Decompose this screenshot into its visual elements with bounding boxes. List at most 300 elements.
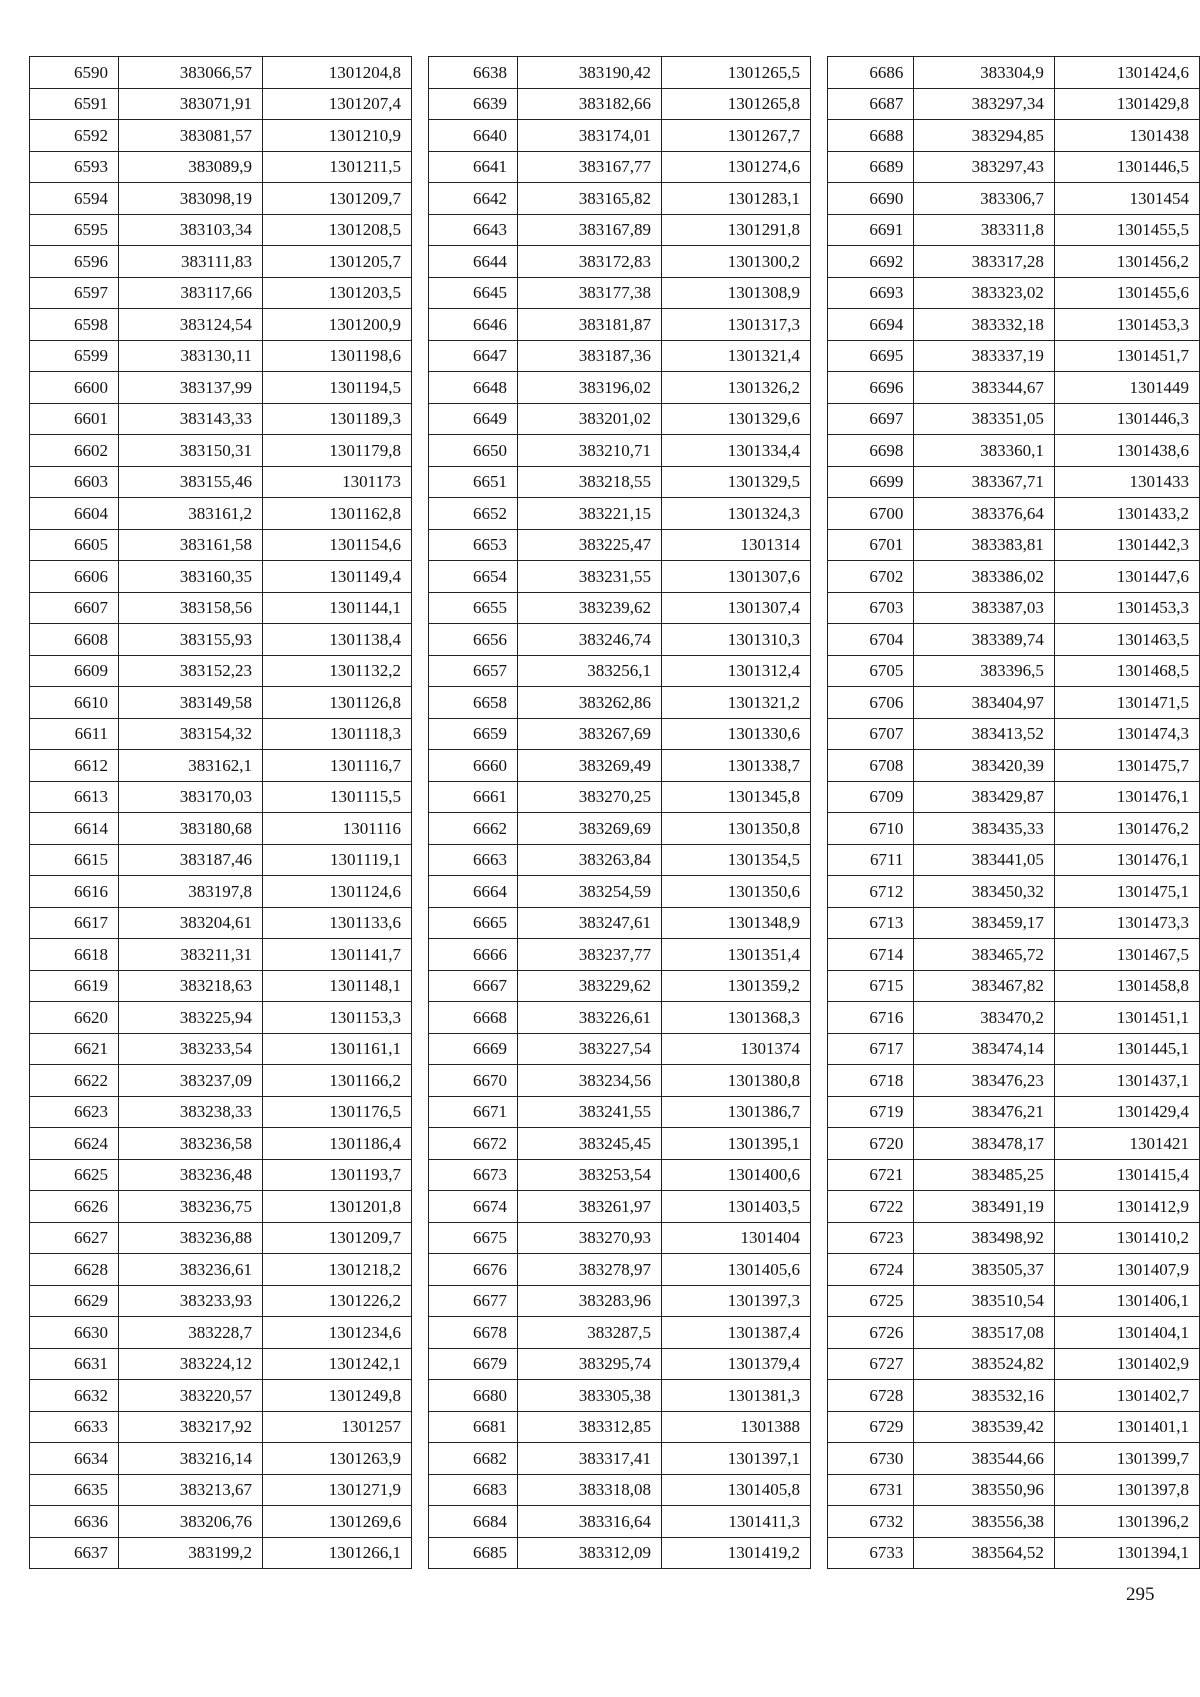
table-row (30, 939, 412, 971)
point-number-cell: 6590 (30, 57, 119, 89)
y-coordinate-cell: 1301194,5 (263, 372, 412, 404)
x-coordinate-cell: 383256,1 (518, 655, 662, 687)
x-coordinate-cell: 383180,68 (119, 813, 263, 845)
table-row (828, 1537, 1200, 1569)
table-row (30, 1411, 412, 1443)
y-coordinate-cell: 1301421 (1054, 1128, 1199, 1160)
point-number-cell: 6688 (828, 120, 914, 152)
x-coordinate-cell: 383225,47 (518, 529, 662, 561)
y-coordinate-cell: 1301257 (263, 1411, 412, 1443)
y-coordinate-cell: 1301148,1 (263, 970, 412, 1002)
x-coordinate-cell: 383376,64 (914, 498, 1054, 530)
point-number-cell: 6597 (30, 277, 119, 309)
y-coordinate-cell: 1301396,2 (1054, 1506, 1199, 1538)
y-coordinate-cell: 1301386,7 (662, 1096, 811, 1128)
y-coordinate-cell: 1301208,5 (263, 214, 412, 246)
table-row (30, 813, 412, 845)
y-coordinate-cell: 1301405,6 (662, 1254, 811, 1286)
x-coordinate-cell: 383295,74 (518, 1348, 662, 1380)
point-number-cell: 6726 (828, 1317, 914, 1349)
table-row (30, 1002, 412, 1034)
page-number: 295 (1126, 1584, 1155, 1605)
y-coordinate-cell: 1301415,4 (1054, 1159, 1199, 1191)
table-row (30, 1380, 412, 1412)
y-coordinate-cell: 1301424,6 (1054, 57, 1199, 89)
table-row (30, 1065, 412, 1097)
y-coordinate-cell: 1301476,1 (1054, 781, 1199, 813)
y-coordinate-cell: 1301446,3 (1054, 403, 1199, 435)
table-row (429, 1222, 811, 1254)
table-row (429, 403, 811, 435)
table-row (30, 1537, 412, 1569)
point-number-cell: 6646 (429, 309, 518, 341)
x-coordinate-cell: 383491,19 (914, 1191, 1054, 1223)
table-row (429, 813, 811, 845)
table-row (429, 529, 811, 561)
y-coordinate-cell: 1301394,1 (1054, 1537, 1199, 1569)
table-row (828, 939, 1200, 971)
x-coordinate-cell: 383270,25 (518, 781, 662, 813)
point-number-cell: 6651 (429, 466, 518, 498)
table-row (429, 1411, 811, 1443)
point-number-cell: 6666 (429, 939, 518, 971)
y-coordinate-cell: 1301348,9 (662, 907, 811, 939)
point-number-cell: 6659 (429, 718, 518, 750)
table-row (828, 1096, 1200, 1128)
x-coordinate-cell: 383253,54 (518, 1159, 662, 1191)
x-coordinate-cell: 383470,2 (914, 1002, 1054, 1034)
x-coordinate-cell: 383236,61 (119, 1254, 263, 1286)
y-coordinate-cell: 1301402,9 (1054, 1348, 1199, 1380)
y-coordinate-cell: 1301300,2 (662, 246, 811, 278)
point-number-cell: 6609 (30, 655, 119, 687)
table-row (30, 466, 412, 498)
point-number-cell: 6698 (828, 435, 914, 467)
y-coordinate-cell: 1301453,3 (1054, 309, 1199, 341)
table-row (828, 340, 1200, 372)
table-row (30, 1096, 412, 1128)
x-coordinate-cell: 383161,2 (119, 498, 263, 530)
table-row (429, 1380, 811, 1412)
y-coordinate-cell: 1301312,4 (662, 655, 811, 687)
y-coordinate-cell: 1301476,2 (1054, 813, 1199, 845)
x-coordinate-cell: 383218,55 (518, 466, 662, 498)
x-coordinate-cell: 383216,14 (119, 1443, 263, 1475)
y-coordinate-cell: 1301468,5 (1054, 655, 1199, 687)
x-coordinate-cell: 383312,85 (518, 1411, 662, 1443)
y-coordinate-cell: 1301350,6 (662, 876, 811, 908)
y-coordinate-cell: 1301456,2 (1054, 246, 1199, 278)
table-row (828, 1033, 1200, 1065)
x-coordinate-cell: 383181,87 (518, 309, 662, 341)
x-coordinate-cell: 383564,52 (914, 1537, 1054, 1569)
point-number-cell: 6621 (30, 1033, 119, 1065)
y-coordinate-cell: 1301338,7 (662, 750, 811, 782)
point-number-cell: 6627 (30, 1222, 119, 1254)
table-row (429, 1065, 811, 1097)
table-row (30, 88, 412, 120)
point-number-cell: 6620 (30, 1002, 119, 1034)
x-coordinate-cell: 383297,43 (914, 151, 1054, 183)
point-number-cell: 6605 (30, 529, 119, 561)
y-coordinate-cell: 1301126,8 (263, 687, 412, 719)
point-number-cell: 6690 (828, 183, 914, 215)
point-number-cell: 6616 (30, 876, 119, 908)
point-number-cell: 6655 (429, 592, 518, 624)
y-coordinate-cell: 1301402,7 (1054, 1380, 1199, 1412)
y-coordinate-cell: 1301274,6 (662, 151, 811, 183)
y-coordinate-cell: 1301453,3 (1054, 592, 1199, 624)
y-coordinate-cell: 1301269,6 (263, 1506, 412, 1538)
y-coordinate-cell: 1301388 (662, 1411, 811, 1443)
point-number-cell: 6695 (828, 340, 914, 372)
x-coordinate-cell: 383154,32 (119, 718, 263, 750)
x-coordinate-cell: 383304,9 (914, 57, 1054, 89)
y-coordinate-cell: 1301307,6 (662, 561, 811, 593)
table-row (30, 907, 412, 939)
table-row (828, 907, 1200, 939)
table-row (429, 1159, 811, 1191)
table-row (429, 1191, 811, 1223)
table-row (30, 876, 412, 908)
table-row (429, 88, 811, 120)
point-number-cell: 6656 (429, 624, 518, 656)
x-coordinate-cell: 383213,67 (119, 1474, 263, 1506)
y-coordinate-cell: 1301467,5 (1054, 939, 1199, 971)
x-coordinate-cell: 383196,02 (518, 372, 662, 404)
table-row (30, 214, 412, 246)
point-number-cell: 6674 (429, 1191, 518, 1223)
coordinate-table-1 (29, 56, 412, 1569)
x-coordinate-cell: 383161,58 (119, 529, 263, 561)
point-number-cell: 6595 (30, 214, 119, 246)
x-coordinate-cell: 383245,45 (518, 1128, 662, 1160)
y-coordinate-cell: 1301458,8 (1054, 970, 1199, 1002)
y-coordinate-cell: 1301403,5 (662, 1191, 811, 1223)
point-number-cell: 6613 (30, 781, 119, 813)
point-number-cell: 6665 (429, 907, 518, 939)
y-coordinate-cell: 1301419,2 (662, 1537, 811, 1569)
x-coordinate-cell: 383143,33 (119, 403, 263, 435)
y-coordinate-cell: 1301334,4 (662, 435, 811, 467)
table-row (429, 781, 811, 813)
y-coordinate-cell: 1301186,4 (263, 1128, 412, 1160)
table-row (429, 970, 811, 1002)
table-row (828, 1317, 1200, 1349)
y-coordinate-cell: 1301263,9 (263, 1443, 412, 1475)
y-coordinate-cell: 1301265,5 (662, 57, 811, 89)
x-coordinate-cell: 383332,18 (914, 309, 1054, 341)
table-row (429, 151, 811, 183)
y-coordinate-cell: 1301445,1 (1054, 1033, 1199, 1065)
x-coordinate-cell: 383270,93 (518, 1222, 662, 1254)
table-row (30, 277, 412, 309)
y-coordinate-cell: 1301359,2 (662, 970, 811, 1002)
y-coordinate-cell: 1301234,6 (263, 1317, 412, 1349)
x-coordinate-cell: 383238,33 (119, 1096, 263, 1128)
y-coordinate-cell: 1301162,8 (263, 498, 412, 530)
point-number-cell: 6614 (30, 813, 119, 845)
table-row (30, 1159, 412, 1191)
y-coordinate-cell: 1301451,1 (1054, 1002, 1199, 1034)
y-coordinate-cell: 1301412,9 (1054, 1191, 1199, 1223)
y-coordinate-cell: 1301115,5 (263, 781, 412, 813)
y-coordinate-cell: 1301374 (662, 1033, 811, 1065)
table-row (828, 151, 1200, 183)
table-row (828, 718, 1200, 750)
table-row (828, 403, 1200, 435)
x-coordinate-cell: 383172,83 (518, 246, 662, 278)
table-row (828, 498, 1200, 530)
y-coordinate-cell: 1301204,8 (263, 57, 412, 89)
y-coordinate-cell: 1301407,9 (1054, 1254, 1199, 1286)
x-coordinate-cell: 383187,46 (119, 844, 263, 876)
y-coordinate-cell: 1301474,3 (1054, 718, 1199, 750)
x-coordinate-cell: 383103,34 (119, 214, 263, 246)
point-number-cell: 6697 (828, 403, 914, 435)
y-coordinate-cell: 1301205,7 (263, 246, 412, 278)
point-number-cell: 6721 (828, 1159, 914, 1191)
x-coordinate-cell: 383210,71 (518, 435, 662, 467)
point-number-cell: 6610 (30, 687, 119, 719)
y-coordinate-cell: 1301249,8 (263, 1380, 412, 1412)
y-coordinate-cell: 1301350,8 (662, 813, 811, 845)
y-coordinate-cell: 1301433 (1054, 466, 1199, 498)
x-coordinate-cell: 383485,25 (914, 1159, 1054, 1191)
table-row (429, 592, 811, 624)
x-coordinate-cell: 383197,8 (119, 876, 263, 908)
y-coordinate-cell: 1301438,6 (1054, 435, 1199, 467)
point-number-cell: 6629 (30, 1285, 119, 1317)
x-coordinate-cell: 383174,01 (518, 120, 662, 152)
x-coordinate-cell: 383221,15 (518, 498, 662, 530)
x-coordinate-cell: 383386,02 (914, 561, 1054, 593)
x-coordinate-cell: 383177,38 (518, 277, 662, 309)
table-row (30, 372, 412, 404)
y-coordinate-cell: 1301395,1 (662, 1128, 811, 1160)
y-coordinate-cell: 1301201,8 (263, 1191, 412, 1223)
point-number-cell: 6598 (30, 309, 119, 341)
point-number-cell: 6594 (30, 183, 119, 215)
point-number-cell: 6707 (828, 718, 914, 750)
x-coordinate-cell: 383311,8 (914, 214, 1054, 246)
x-coordinate-cell: 383111,83 (119, 246, 263, 278)
y-coordinate-cell: 1301149,4 (263, 561, 412, 593)
x-coordinate-cell: 383237,09 (119, 1065, 263, 1097)
x-coordinate-cell: 383387,03 (914, 592, 1054, 624)
x-coordinate-cell: 383465,72 (914, 939, 1054, 971)
table-row (30, 687, 412, 719)
table-row (429, 1537, 811, 1569)
table-row (30, 403, 412, 435)
y-coordinate-cell: 1301265,8 (662, 88, 811, 120)
point-number-cell: 6682 (429, 1443, 518, 1475)
y-coordinate-cell: 1301317,3 (662, 309, 811, 341)
table-row (828, 750, 1200, 782)
point-number-cell: 6628 (30, 1254, 119, 1286)
x-coordinate-cell: 383227,54 (518, 1033, 662, 1065)
table-row (828, 120, 1200, 152)
y-coordinate-cell: 1301179,8 (263, 435, 412, 467)
x-coordinate-cell: 383351,05 (914, 403, 1054, 435)
x-coordinate-cell: 383435,33 (914, 813, 1054, 845)
table-row (30, 529, 412, 561)
x-coordinate-cell: 383318,08 (518, 1474, 662, 1506)
point-number-cell: 6642 (429, 183, 518, 215)
y-coordinate-cell: 1301429,8 (1054, 88, 1199, 120)
y-coordinate-cell: 1301218,2 (263, 1254, 412, 1286)
point-number-cell: 6673 (429, 1159, 518, 1191)
point-number-cell: 6661 (429, 781, 518, 813)
point-number-cell: 6630 (30, 1317, 119, 1349)
point-number-cell: 6678 (429, 1317, 518, 1349)
y-coordinate-cell: 1301200,9 (263, 309, 412, 341)
table-row (429, 498, 811, 530)
y-coordinate-cell: 1301351,4 (662, 939, 811, 971)
y-coordinate-cell: 1301475,1 (1054, 876, 1199, 908)
point-number-cell: 6667 (429, 970, 518, 1002)
y-coordinate-cell: 1301118,3 (263, 718, 412, 750)
y-coordinate-cell: 1301404 (662, 1222, 811, 1254)
y-coordinate-cell: 1301321,2 (662, 687, 811, 719)
table-row (30, 309, 412, 341)
y-coordinate-cell: 1301438 (1054, 120, 1199, 152)
table-row (429, 561, 811, 593)
y-coordinate-cell: 1301455,6 (1054, 277, 1199, 309)
x-coordinate-cell: 383233,54 (119, 1033, 263, 1065)
table-row (828, 1191, 1200, 1223)
point-number-cell: 6657 (429, 655, 518, 687)
table-row (828, 1065, 1200, 1097)
x-coordinate-cell: 383467,82 (914, 970, 1054, 1002)
table-row (828, 561, 1200, 593)
x-coordinate-cell: 383317,41 (518, 1443, 662, 1475)
point-number-cell: 6647 (429, 340, 518, 372)
point-number-cell: 6652 (429, 498, 518, 530)
table-row (828, 1474, 1200, 1506)
point-number-cell: 6663 (429, 844, 518, 876)
table-row (429, 435, 811, 467)
table-row (30, 57, 412, 89)
table-row (828, 435, 1200, 467)
point-number-cell: 6650 (429, 435, 518, 467)
x-coordinate-cell: 383158,56 (119, 592, 263, 624)
point-number-cell: 6683 (429, 1474, 518, 1506)
x-coordinate-cell: 383556,38 (914, 1506, 1054, 1538)
y-coordinate-cell: 1301119,1 (263, 844, 412, 876)
x-coordinate-cell: 383517,08 (914, 1317, 1054, 1349)
point-number-cell: 6701 (828, 529, 914, 561)
point-number-cell: 6638 (429, 57, 518, 89)
table-row (828, 246, 1200, 278)
point-number-cell: 6711 (828, 844, 914, 876)
table-row (429, 309, 811, 341)
x-coordinate-cell: 383199,2 (119, 1537, 263, 1569)
coordinate-table-2 (428, 56, 811, 1569)
x-coordinate-cell: 383306,7 (914, 183, 1054, 215)
x-coordinate-cell: 383459,17 (914, 907, 1054, 939)
x-coordinate-cell: 383396,5 (914, 655, 1054, 687)
table-row (30, 624, 412, 656)
point-number-cell: 6600 (30, 372, 119, 404)
point-number-cell: 6699 (828, 466, 914, 498)
y-coordinate-cell: 1301308,9 (662, 277, 811, 309)
y-coordinate-cell: 1301141,7 (263, 939, 412, 971)
point-number-cell: 6601 (30, 403, 119, 435)
table-row (828, 1348, 1200, 1380)
table-row (429, 750, 811, 782)
table-row (429, 1506, 811, 1538)
x-coordinate-cell: 383182,66 (518, 88, 662, 120)
x-coordinate-cell: 383155,93 (119, 624, 263, 656)
x-coordinate-cell: 383228,7 (119, 1317, 263, 1349)
point-number-cell: 6706 (828, 687, 914, 719)
table-row (828, 1443, 1200, 1475)
point-number-cell: 6648 (429, 372, 518, 404)
y-coordinate-cell: 1301437,1 (1054, 1065, 1199, 1097)
y-coordinate-cell: 1301380,8 (662, 1065, 811, 1097)
y-coordinate-cell: 1301209,7 (263, 1222, 412, 1254)
point-number-cell: 6709 (828, 781, 914, 813)
point-number-cell: 6694 (828, 309, 914, 341)
y-coordinate-cell: 1301176,5 (263, 1096, 412, 1128)
table-row (30, 781, 412, 813)
table-row (429, 1128, 811, 1160)
table-row (429, 876, 811, 908)
table-row (30, 340, 412, 372)
y-coordinate-cell: 1301124,6 (263, 876, 412, 908)
table-row (30, 1443, 412, 1475)
y-coordinate-cell: 1301310,3 (662, 624, 811, 656)
x-coordinate-cell: 383267,69 (518, 718, 662, 750)
point-number-cell: 6731 (828, 1474, 914, 1506)
y-coordinate-cell: 1301463,5 (1054, 624, 1199, 656)
point-number-cell: 6710 (828, 813, 914, 845)
point-number-cell: 6662 (429, 813, 518, 845)
point-number-cell: 6714 (828, 939, 914, 971)
table-row (30, 718, 412, 750)
x-coordinate-cell: 383429,87 (914, 781, 1054, 813)
point-number-cell: 6635 (30, 1474, 119, 1506)
x-coordinate-cell: 383478,17 (914, 1128, 1054, 1160)
x-coordinate-cell: 383420,39 (914, 750, 1054, 782)
point-number-cell: 6729 (828, 1411, 914, 1443)
point-number-cell: 6713 (828, 907, 914, 939)
y-coordinate-cell: 1301329,5 (662, 466, 811, 498)
y-coordinate-cell: 1301211,5 (263, 151, 412, 183)
table-row (429, 939, 811, 971)
x-coordinate-cell: 383317,28 (914, 246, 1054, 278)
x-coordinate-cell: 383237,77 (518, 939, 662, 971)
x-coordinate-cell: 383233,93 (119, 1285, 263, 1317)
x-coordinate-cell: 383476,21 (914, 1096, 1054, 1128)
point-number-cell: 6660 (429, 750, 518, 782)
y-coordinate-cell: 1301173 (263, 466, 412, 498)
point-number-cell: 6624 (30, 1128, 119, 1160)
table-row (828, 1159, 1200, 1191)
point-number-cell: 6645 (429, 277, 518, 309)
table-row (30, 750, 412, 782)
x-coordinate-cell: 383498,92 (914, 1222, 1054, 1254)
point-number-cell: 6672 (429, 1128, 518, 1160)
y-coordinate-cell: 1301166,2 (263, 1065, 412, 1097)
table-row (429, 1254, 811, 1286)
point-number-cell: 6671 (429, 1096, 518, 1128)
x-coordinate-cell: 383204,61 (119, 907, 263, 939)
table-row (828, 1380, 1200, 1412)
x-coordinate-cell: 383165,82 (518, 183, 662, 215)
table-row (30, 435, 412, 467)
